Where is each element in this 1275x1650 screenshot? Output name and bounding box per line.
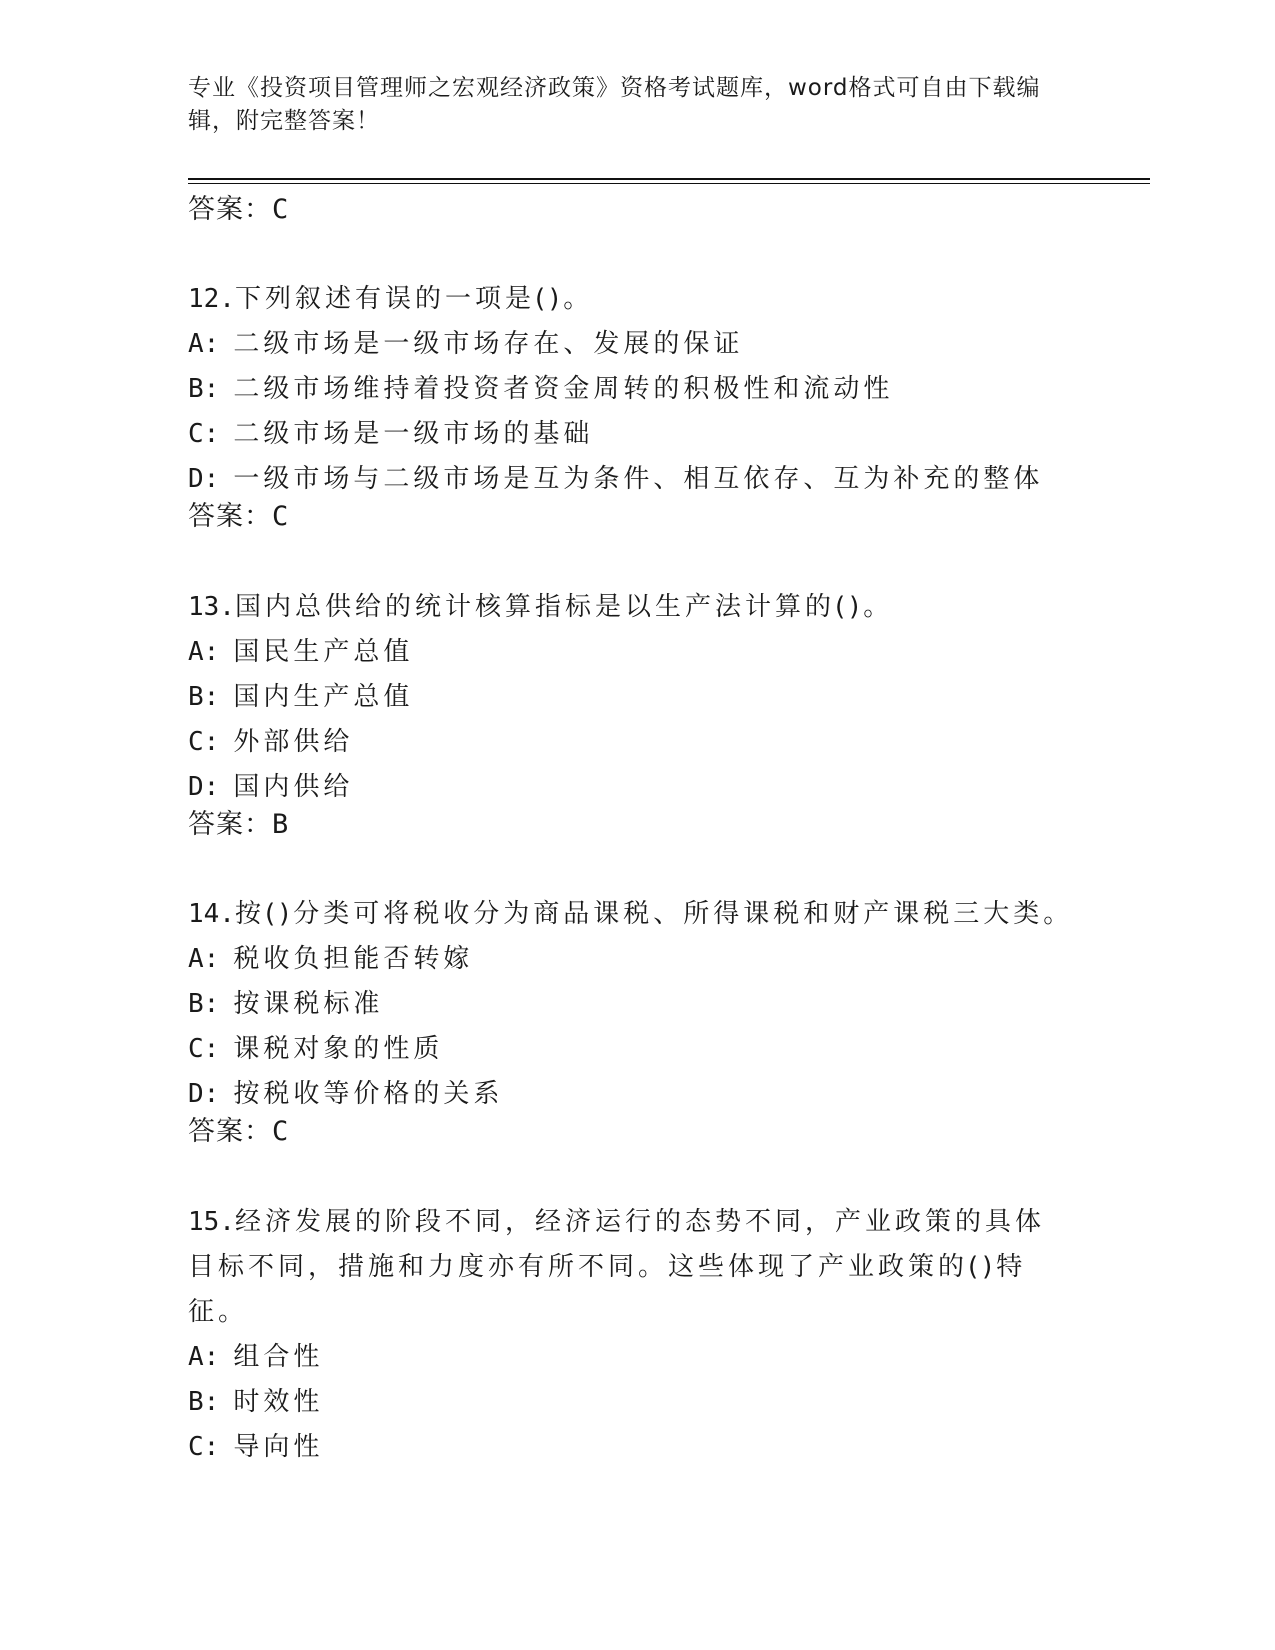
question-text: 经济发展的阶段不同，经济运行的态势不同，产业政策的具体目标不同，措施和力度亦有所不同。这些体现了产业政策的()特征。 (188, 1207, 1045, 1327)
option-d: D: 一级市场与二级市场是互为条件、相互依存、互为补充的整体 (188, 464, 1044, 494)
option-b: B: 按课税标准 (188, 989, 384, 1019)
question-stem (188, 277, 1088, 322)
option-c: C: 二级市场是一级市场的基础 (188, 419, 594, 449)
answer-label: 答案： (188, 501, 272, 532)
answer-value: C (272, 194, 290, 225)
document-header: 专业《投资项目管理师之宏观经济政策》资格考试题库，word格式可自由下载编辑，附完整答案！ (188, 75, 1041, 134)
question-text: 下列叙述有误的一项是()。 (234, 284, 594, 314)
question-text: 国内总供给的统计核算指标是以生产法计算的()。 (234, 592, 894, 622)
answer-value: C (272, 501, 290, 532)
answer-value: C (272, 1116, 290, 1147)
answer-label: 答案： (188, 809, 272, 840)
option-a: A: 组合性 (188, 1342, 324, 1372)
question-stem (188, 1200, 1073, 1335)
option-c: C: 外部供给 (188, 727, 354, 757)
answer-line (188, 1114, 289, 1150)
option-b: B: 二级市场维持着投资者资金周转的积极性和流动性 (188, 374, 894, 404)
option-b: B: 国内生产总值 (188, 682, 414, 712)
question-14 (188, 892, 1088, 1117)
answer-line (188, 807, 289, 843)
question-text: 按()分类可将税收分为商品课税、所得课税和财产课税三大类。 (234, 899, 1074, 929)
answer-line (188, 192, 289, 228)
question-number: 13. (188, 592, 235, 622)
answer-label: 答案： (188, 194, 272, 225)
question-number: 12. (188, 284, 235, 314)
option-c: C: 导向性 (188, 1432, 324, 1462)
question-15 (188, 1200, 1088, 1470)
option-a: A: 税收负担能否转嫁 (188, 944, 474, 974)
option-d: D: 国内供给 (188, 772, 354, 802)
option-b: B: 时效性 (188, 1387, 324, 1417)
answer-value: B (272, 809, 290, 840)
question-number: 14. (188, 899, 235, 929)
answer-label: 答案： (188, 1116, 272, 1147)
header-divider-thin (188, 183, 1150, 184)
question-stem (188, 585, 1088, 630)
option-a: A: 二级市场是一级市场存在、发展的保证 (188, 329, 744, 359)
question-number: 15. (188, 1207, 235, 1237)
option-d: D: 按税收等价格的关系 (188, 1079, 504, 1109)
question-12 (188, 277, 1088, 502)
question-13 (188, 585, 1088, 810)
option-a: A: 国民生产总值 (188, 637, 414, 667)
answer-line (188, 499, 289, 535)
option-c: C: 课税对象的性质 (188, 1034, 444, 1064)
header-divider (188, 178, 1150, 180)
question-stem (188, 892, 1088, 937)
